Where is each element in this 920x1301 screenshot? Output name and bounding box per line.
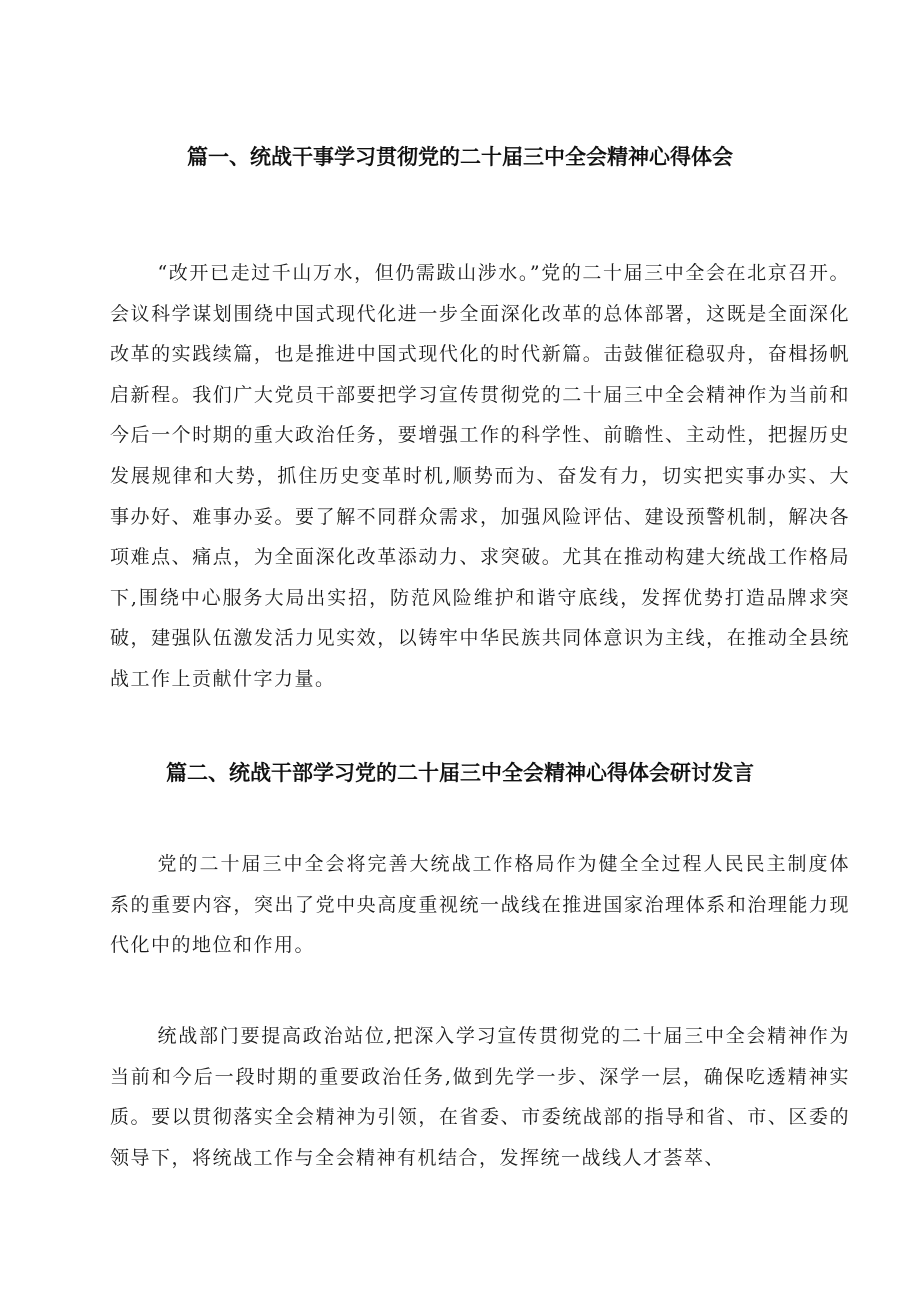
section-2-paragraph-2: 统战部门要提高政治站位,把深入学习宣传贯彻党的二十届三中全会精神作为当前和今后一段时期的重要政治任务,做到先学一步、深学一层，确保吃透精神实质。要以贯彻落实全会精神为引领，在省委、市委统战部的指导和省、市、区委的领导下，将统战工作与全会精神有机结合，发挥统一战线人才荟萃、 bbox=[110, 1025, 850, 1169]
section-1-heading: 篇一、统战干事学习贯彻党的二十届三中全会精神心得体会 bbox=[187, 145, 733, 169]
section-1-paragraph-1: “改开已走过千山万水，但仍需跋山涉水。”党的二十届三中全会在北京召开。会议科学谋划围绕中国式现代化进一步全面深化改革的总体部署，这既是全面深化改革的实践续篇，也是推进中国式现代化的时代新篇。击鼓催征稳驭舟，奋楫扬帆启新程。我们广大党员干部要把学习宣传贯彻党的二十届三中全会精神作为当前和今后一个时期的重大政治任务，要增强工作的科学性、前瞻性、主动性，把握历史发展规律和大势，抓住历史变革时机,顺势而为、奋发有力，切实把实事办实、大事办好、难事办妥。要了解不同群众需求，加强风险评估、建设预警机制，解决各项难点、痛点，为全面深化改革添动力、求突破。尤其在推动构建大统战工作格局下,围绕中心服务大局出实招，防范风险维护和谐守底线，发挥优势打造品牌求突破，建强队伍激发活力见实效，以铸牢中华民族共同体意识为主线，在推动全县统战工作上贡献什字力量。 bbox=[110, 262, 850, 690]
section-2-paragraph-1: 党的二十届三中全会将完善大统战工作格局作为健全全过程人民民主制度体系的重要内容，突出了党中央高度重视统一战线在推进国家治理体系和治理能力现代化中的地位和作用。 bbox=[110, 853, 850, 957]
section-2-heading: 篇二、统战干部学习党的二十届三中全会精神心得体会研讨发言 bbox=[166, 761, 754, 785]
